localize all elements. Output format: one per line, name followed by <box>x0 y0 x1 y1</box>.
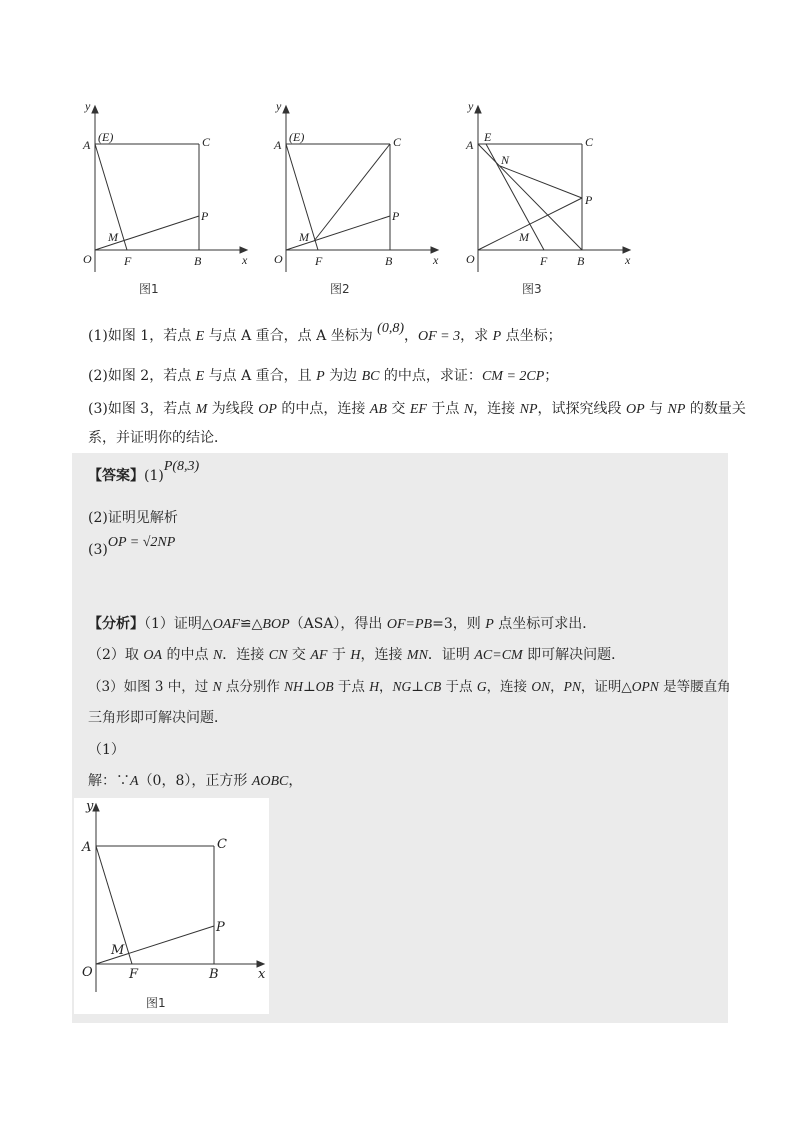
label-p: P <box>216 920 225 935</box>
segment-cm <box>314 144 390 241</box>
figure-4 <box>74 798 269 1014</box>
label-c: C <box>217 837 227 852</box>
label-x: x <box>258 967 266 982</box>
label-y: y <box>86 799 94 814</box>
answer-line-2: (2)证明见解析 <box>88 510 178 526</box>
label-y: y <box>276 99 282 113</box>
question-1: (1)如图 1，若点 E 与点 A 重合，点 A 坐标为 (0,8)，OF = 3，求 P 点坐标； <box>88 321 562 344</box>
figure-4-diagram <box>74 798 269 1014</box>
figure-1 <box>75 98 255 300</box>
figure-3-diagram <box>458 98 638 300</box>
analysis-line-6: 解：∵A（0，8），正方形 AOBC， <box>88 773 303 789</box>
label-m: M <box>111 943 125 958</box>
y-axis-arrow <box>92 106 98 113</box>
label-b: B <box>209 967 219 982</box>
y-axis-arrow <box>475 106 481 113</box>
label-m: M <box>108 230 118 244</box>
answer-line-1: 【答案】(1)P(8,3) <box>88 459 200 484</box>
label-x: x <box>242 253 248 267</box>
label-y: y <box>468 99 474 113</box>
analysis-line-2: （2）取 OA 的中点 N．连接 CN 交 AF 于 H，连接 MN．证明 AC=CM 即可解决问题． <box>88 647 626 663</box>
answer-line-3: (3)OP = √2NP <box>88 535 176 558</box>
figure-3 <box>458 98 638 300</box>
question-3-continued: 系，并证明你的结论． <box>88 430 228 446</box>
label-b: B <box>577 254 585 268</box>
y-axis-arrow <box>93 804 99 811</box>
figure-2-diagram <box>266 98 446 300</box>
label-p: P <box>392 209 400 223</box>
label-y: y <box>85 99 91 113</box>
label-a: A <box>274 138 282 152</box>
label-a: A <box>466 138 474 152</box>
label-f: F <box>129 967 139 982</box>
label-e: (E) <box>98 130 114 144</box>
label-f: F <box>540 254 548 268</box>
label-a: A <box>83 138 91 152</box>
y-axis-arrow <box>283 106 289 113</box>
label-p: P <box>201 209 209 223</box>
figure-1-caption: 图1 <box>139 282 159 296</box>
segment-ab <box>478 144 582 250</box>
label-x: x <box>433 253 439 267</box>
label-m: M <box>519 230 529 244</box>
analysis-line-3: （3）如图 3 中，过 N 点分别作 NH⊥OB 于点 H，NG⊥CB 于点 G，连接 ON，PN，证明△OPN 是等腰直角 <box>88 679 731 695</box>
analysis-line-1: 【分析】（1）证明△OAF≌△BOP（ASA），得出 OF=PB=3，则 P 点坐标可求出． <box>88 616 597 632</box>
label-o: O <box>83 252 92 266</box>
analysis-line-4: 三角形即可解决问题． <box>88 710 228 726</box>
question-2: (2)如图 2，若点 E 与点 A 重合，且 P 为边 BC 的中点，求证：CM = 2CP； <box>88 368 559 384</box>
label-o: O <box>466 252 475 266</box>
label-f: F <box>124 254 132 268</box>
segment-np <box>500 166 582 198</box>
segment-op <box>478 198 582 250</box>
label-p: P <box>585 193 593 207</box>
label-a: A <box>82 840 92 855</box>
segment-ef <box>486 144 544 250</box>
label-o: O <box>82 965 93 980</box>
figure-4-caption: 图1 <box>146 996 166 1010</box>
figure-2 <box>266 98 446 300</box>
label-f: F <box>315 254 323 268</box>
figure-1-diagram <box>75 98 255 300</box>
label-e: E <box>484 130 492 144</box>
label-n: N <box>501 153 510 167</box>
label-c: C <box>393 135 402 149</box>
label-c: C <box>202 135 211 149</box>
figure-3-caption: 图3 <box>522 282 542 296</box>
figure-2-caption: 图2 <box>330 282 350 296</box>
question-3: (3)如图 3，若点 M 为线段 OP 的中点，连接 AB 交 EF 于点 N，连接 NP，试探究线段 OP 与 NP 的数量关 <box>88 401 746 417</box>
analysis-line-5: （1） <box>88 742 125 758</box>
label-m: M <box>299 230 309 244</box>
label-x: x <box>625 253 631 267</box>
label-b: B <box>194 254 202 268</box>
label-c: C <box>585 135 594 149</box>
label-o: O <box>274 252 283 266</box>
label-b: B <box>385 254 393 268</box>
label-e: (E) <box>289 130 305 144</box>
